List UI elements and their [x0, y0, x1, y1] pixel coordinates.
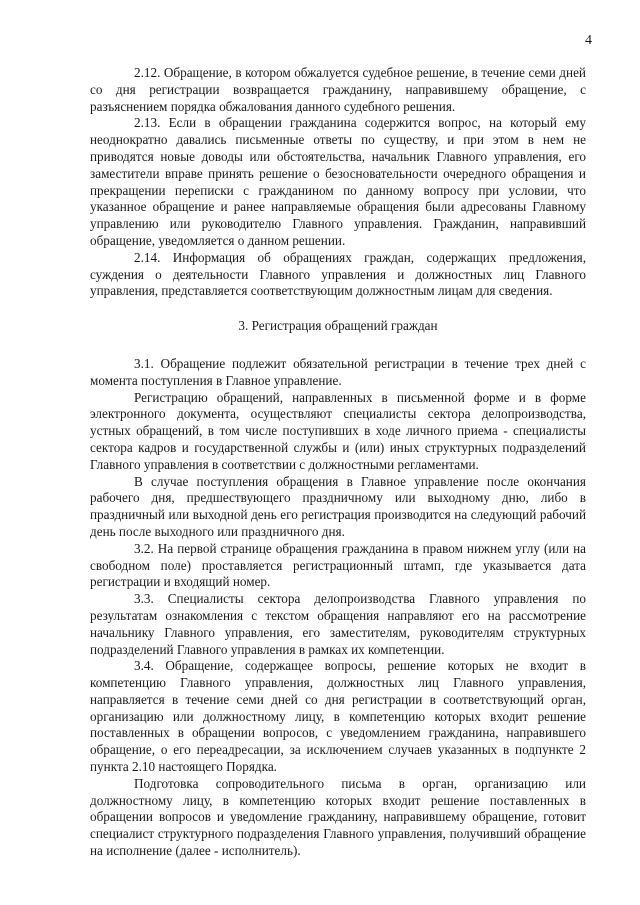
- section-title: 3. Регистрация обращений граждан: [238, 318, 438, 334]
- page-number: 4: [585, 33, 592, 48]
- paragraph-3-3: 3.3. Специалисты сектора делопроизводства Главного управления по результатам ознакомления с текстом обращения направляют его на рассмотрение начальнику Главного управления, его заместителям, руководителям структурных подразделений Главного управления в рамках их компетенции.: [90, 591, 586, 657]
- paragraph-2-14: 2.14. Информация об обращениях граждан, содержащих предложения, суждения о деятельности Главного управления и должностных лиц Главного управления, представляется соответствующим должностным лицам для сведения.: [90, 249, 586, 299]
- paragraph-2-13: 2.13. Если в обращении гражданина содержится вопрос, на который ему неоднократно давались письменные ответы по существу, и при этом в нем не приводятся новые доводы или обстоятельства, начальник Главного управления, его заместители вправе принять решение о безосновательности очередного обращения и прекращении переписки с гражданином по данному вопросу при условии, что указанное обращение и ранее направляемые обращения были адресованы Главному управлению или руководителю Главного управления. Гражданин, направивший обращение, уведомляется о данном решении.: [90, 115, 586, 248]
- paragraph-after-hours: В случае поступления обращения в Главное управление после окончания рабочего дня, предшествующего праздничному или выходному дню, либо в праздничный или выходной день его регистрация производится на следующий рабочий день после выходного или праздничного дня.: [90, 473, 586, 539]
- paragraph-cover-letter: Подготовка сопроводительного письма в орган, организацию или должностному лицу, в компетенцию которых входит решение поставленных в обращении вопросов и уведомление гражданину, направившему обращение, готовит специалист структурного подразделения Главного управления, получивший обращение на исполнение (далее - исполнитель).: [90, 775, 586, 859]
- paragraph-3-1: 3.1. Обращение подлежит обязательной регистрации в течение трех дней с момента поступления в Главное управление.: [90, 355, 586, 388]
- document-body: [90, 65, 586, 860]
- paragraph-registration: Регистрацию обращений, направленных в письменной форме и в форме электронного документа, осуществляют специалисты сектора делопроизводства, устных обращений, в том числе поступивших в ходе личного приема - специалисты сектора кадров и государственной службы и (или) иных структурных подразделений Главного управления в соответствии с должностными регламентами.: [90, 389, 586, 472]
- paragraph-3-4: 3.4. Обращение, содержащее вопросы, решение которых не входит в компетенцию Главного управления, должностных лиц Главного управления, направляется в течение семи дней со дня регистрации в соответствующий орган, организацию или должностному лицу, в компетенцию которых входит решение поставленных в обращении вопросов, с уведомлением гражданина, направившего обращение, о его переадресации, за исключением случаев указанных в подпункте 2 пункта 2.10 настоящего Порядка.: [90, 658, 586, 775]
- paragraph-3-2: 3.2. На первой странице обращения гражданина в правом нижнем углу (или на свободном поле) проставляется регистрационный штамп, где указывается дата регистрации и входящий номер.: [90, 540, 586, 590]
- paragraph-2-12: 2.12. Обращение, в котором обжалуется судебное решение, в течение семи дней со дня регистрации возвращается гражданину, направившему обращение, с разъяснением порядка обжалования данного судебного решения.: [90, 65, 586, 114]
